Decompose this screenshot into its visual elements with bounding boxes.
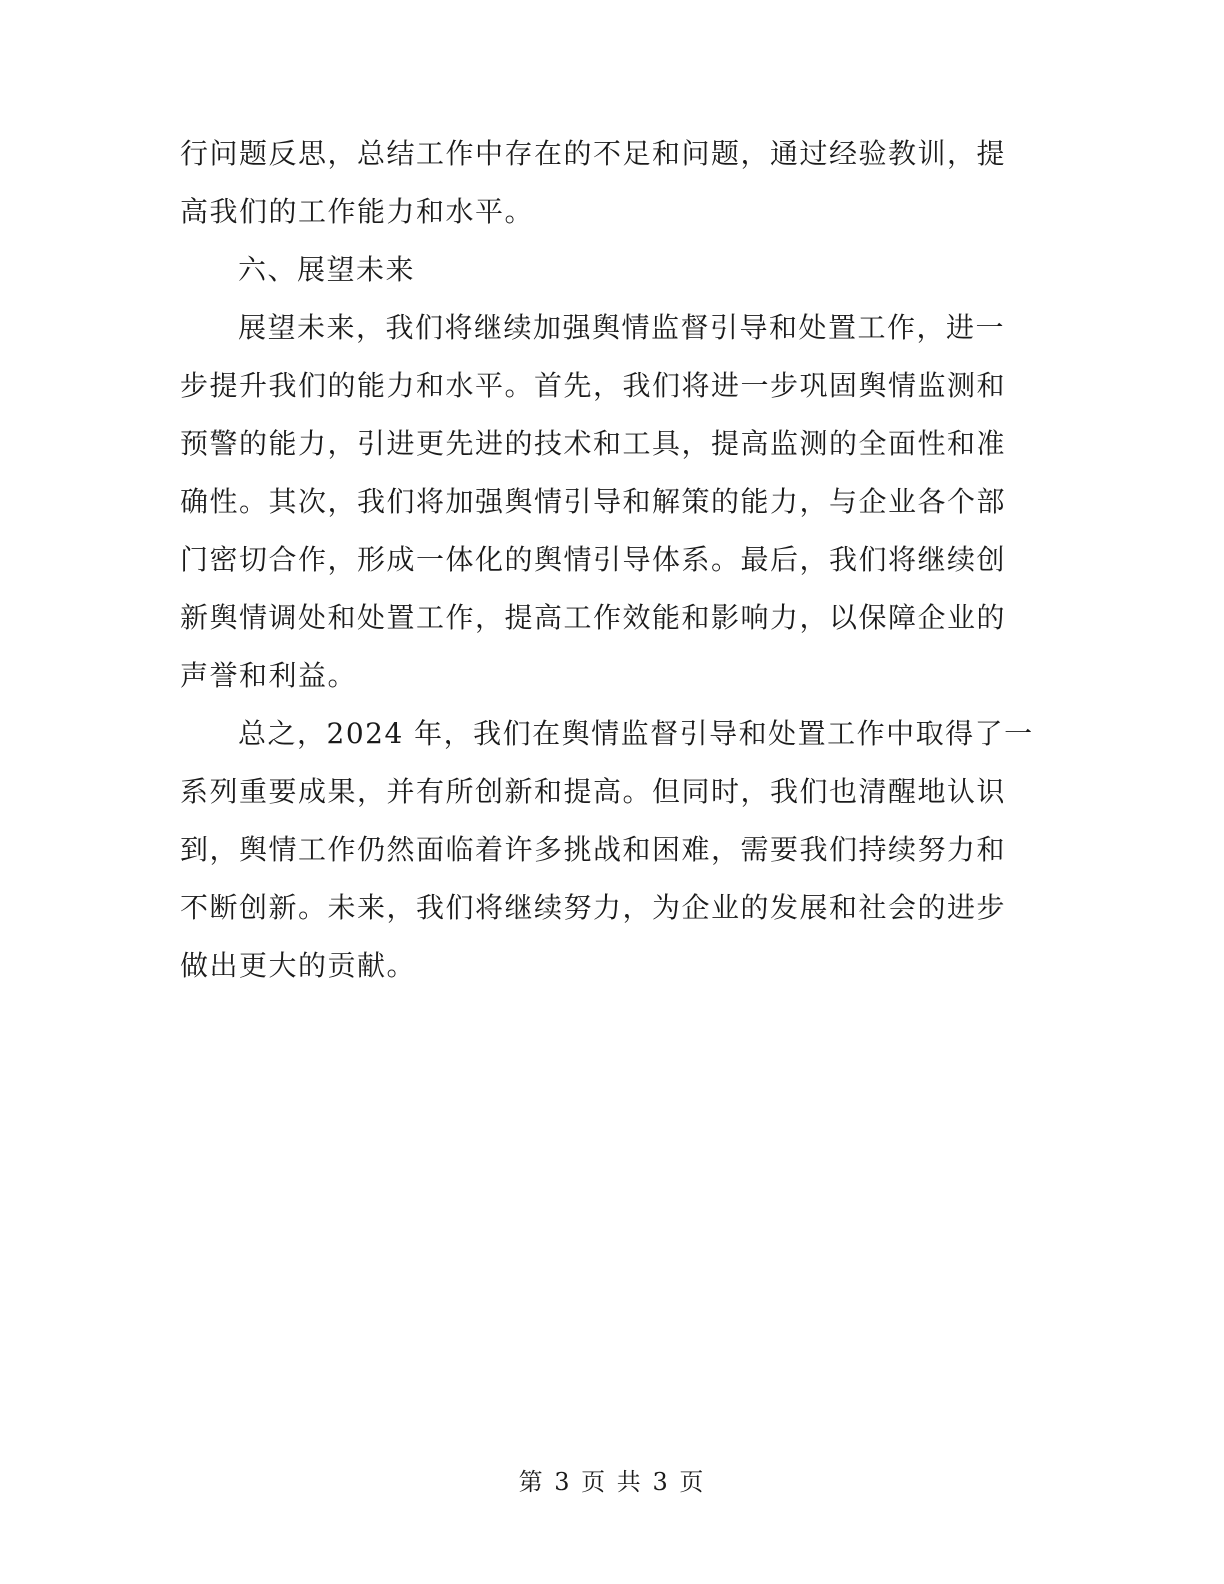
body-line: 做出更大的贡献。	[180, 949, 417, 982]
body-line: 展望未来，我们将继续加强舆情监督引导和处置工作，进一	[238, 311, 1006, 344]
body-line: 到，舆情工作仍然面临着许多挑战和困难，需要我们持续努力和	[180, 833, 1007, 866]
section-heading: 六、展望未来	[238, 253, 416, 286]
body-line: 预警的能力，引进更先进的技术和工具，提高监测的全面性和准	[180, 427, 1007, 460]
document-body	[180, 125, 1034, 995]
body-line: 不断创新。未来，我们将继续努力，为企业的发展和社会的进步	[180, 891, 1007, 924]
body-line: 确性。其次，我们将加强舆情引导和解策的能力，与企业各个部	[180, 485, 1007, 518]
body-line: 门密切合作，形成一体化的舆情引导体系。最后，我们将继续创	[180, 543, 1007, 576]
body-line: 新舆情调处和处置工作，提高工作效能和影响力，以保障企业的	[180, 601, 1007, 634]
body-line: 系列重要成果，并有所创新和提高。但同时，我们也清醒地认识	[180, 775, 1007, 808]
body-line: 总之，2024 年，我们在舆情监督引导和处置工作中取得了一	[238, 717, 1034, 750]
body-line: 高我们的工作能力和水平。	[180, 195, 535, 228]
body-line: 声誉和利益。	[180, 659, 358, 692]
page-number-footer: 第 3 页 共 3 页	[518, 1468, 706, 1496]
body-line: 行问题反思，总结工作中存在的不足和问题，通过经验教训，提	[180, 137, 1007, 170]
body-line: 步提升我们的能力和水平。首先，我们将进一步巩固舆情监测和	[180, 369, 1007, 402]
